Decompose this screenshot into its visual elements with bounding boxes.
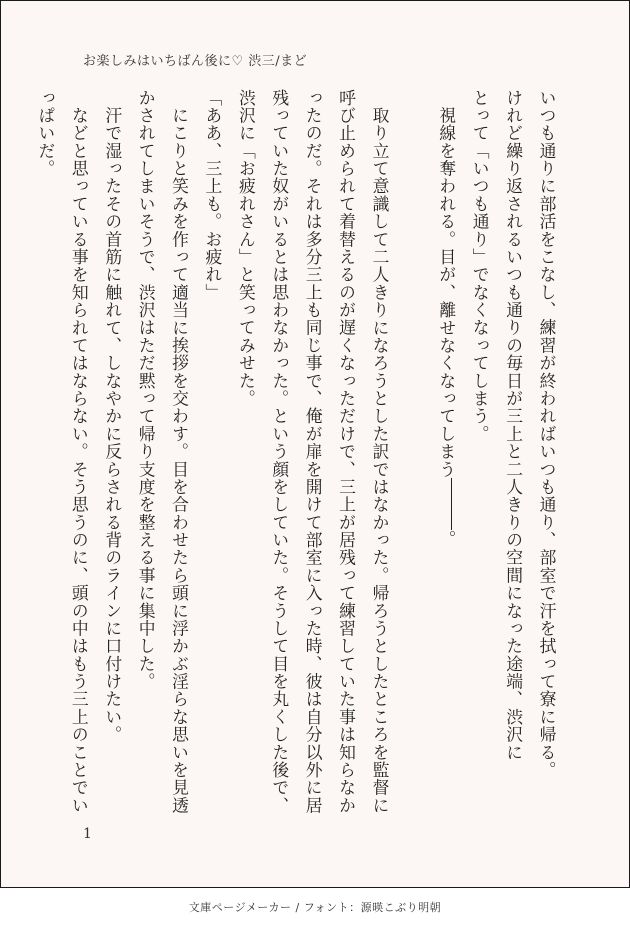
vertical-text-body [35,89,563,819]
footer-credit: 文庫ページメーカー / フォント：源暎こぶり明朝 [188,901,442,914]
page-number: 1 [83,826,92,842]
paragraph-4: 「ああ、三上も。お疲れ」 [202,89,223,302]
paragraph-1-line-3: とって「いつも通り」でなくなってしまう。 [470,89,491,443]
paragraph-6 [95,89,128,819]
paragraph-blank [396,89,429,819]
paragraph-1-line-1: いつも通りに部活をこなし、練習が終わればいつも通り、部室で汗を拭って寮に帰る。 [537,89,557,779]
paragraph-3-text: 取り立て意識して二人きりになろうとした訳ではなかった。帰ろうとしたところを監督に呼び止められて着替えるのが遅くなっただけで、三上が居残って練習していた事は知らなかったのだ。それは多分三上も同じ事で、俺が扉を開けて部室に入った時、彼は自分以外に居残っていた奴がいるとは思わなかった。という顔をしていた。そうして目を丸くした後で、渋沢に「お疲れさん」と笑ってみせた。 [236,89,390,815]
paragraph-7-text: などと思っている事を知られてはならない。そう思うのに、頭の中はもう三上のことでいっぱいだ。 [35,89,90,815]
paragraph-2-period: 。 [436,530,457,548]
paragraph-6-text: 汗で湿ったその首筋に触れて、しなやかに反らされる背のラインに口付けたい。 [102,106,123,744]
paragraph-7 [29,89,96,819]
paragraph-3 [229,89,396,819]
paragraph-1-line-2: けれど繰り返されるいつも通りの毎日が三上と二人きりの空間になった途端、渋沢に [503,89,524,762]
paragraph-2-text: 視線を奪われる。目が、離せなくなってしまう [436,106,457,479]
paragraph-5-text: にこりと笑みを作って適当に挨拶を交わす。目を合わせたら頭に浮かぶ淫らな思いを見透かされてしまいそうで、渋沢はただ黙って帰り支度を整える事に集中した。 [136,89,190,815]
paragraph-5 [129,89,196,819]
paragraph-2 [429,89,462,819]
running-head-title: お楽しみはいちばん後に♡ 渋三/まど [83,54,308,69]
em-dash-rule [451,478,452,530]
